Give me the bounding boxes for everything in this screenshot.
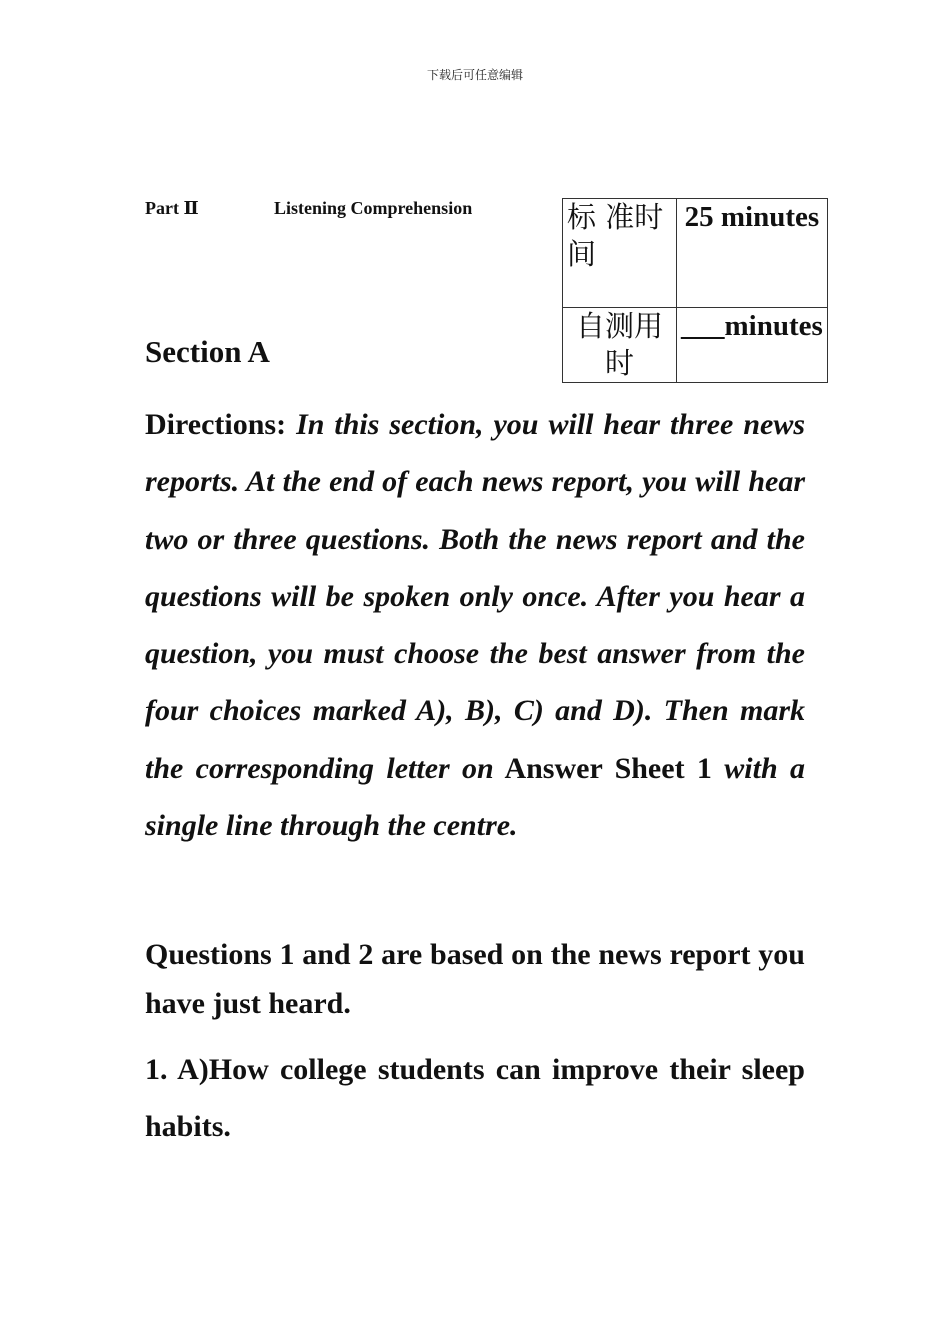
standard-time-value: 25 minutes	[677, 199, 828, 308]
time-table-row-self	[563, 308, 828, 383]
directions-label: Directions:	[145, 408, 287, 441]
directions-text-end: with a single line through the centre.	[145, 751, 805, 843]
self-time-label: 自测用时	[563, 308, 677, 383]
question-option-a: A)How college students can improve their sleep habits.	[145, 1053, 805, 1143]
time-table-row-standard	[563, 199, 828, 308]
header-note: 下载后可任意编辑	[426, 68, 523, 82]
time-table	[562, 198, 828, 383]
questions-heading: Questions 1 and 2 are based on the news report you have just heard.	[145, 938, 805, 1020]
part-title: Listening Comprehension	[274, 198, 473, 218]
answer-sheet-ref: Answer Sheet 1	[504, 751, 712, 785]
self-time-value: ___minutes	[677, 308, 828, 383]
section-title: Section A	[145, 334, 270, 369]
question-number: 1.	[145, 1053, 168, 1086]
part-label: Part Ⅱ	[145, 198, 199, 218]
part-heading	[145, 198, 473, 219]
standard-time-label: 标 准时间	[563, 199, 677, 308]
directions-paragraph	[145, 396, 805, 854]
question-1	[145, 1041, 805, 1155]
directions-text: In this section, you will hear three news reports. At the end of each news report, you will hear two or three questions. Both the news report and the questions will be spoken only once. After you hear a question, you must choose the best answer from the four choices marked A), B), C) and D). Then mark the corresponding letter on	[145, 408, 806, 785]
